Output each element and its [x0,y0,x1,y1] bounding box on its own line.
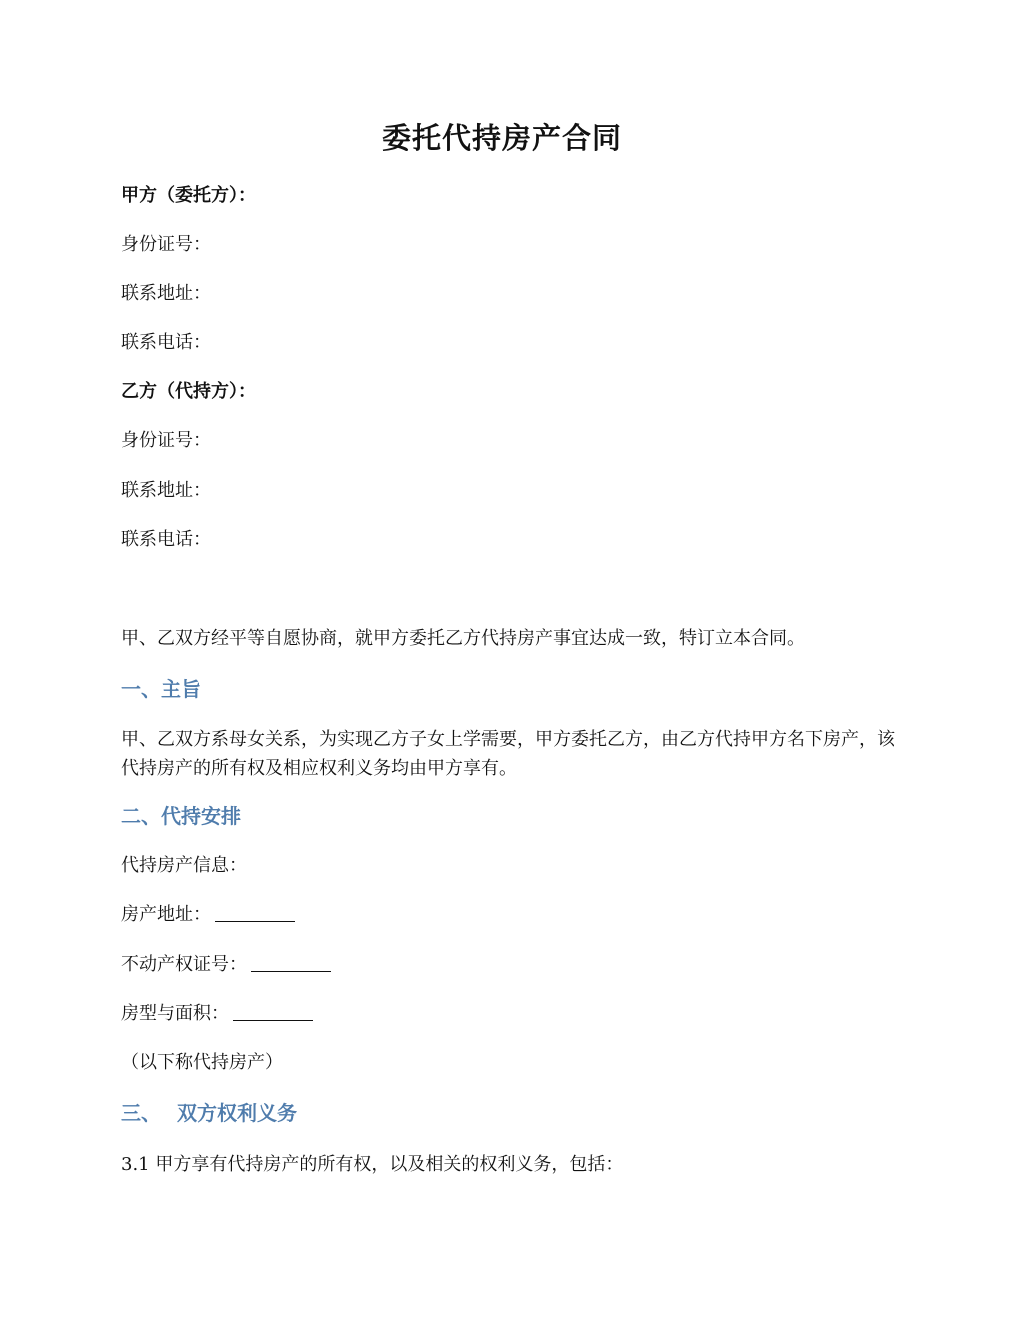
property-address-label: 房产地址： [121,904,211,925]
section-3-heading-text: 双方权利义务 [177,1101,297,1125]
property-address-row [121,901,295,929]
party-a-address-label: 联系地址： [121,283,211,304]
property-type-label: 房型与面积： [121,1003,229,1024]
property-type-blank [233,1002,313,1021]
item-3-1: 3.1 甲方享有代持房产的所有权，以及相关的权利义务，包括： [121,1154,624,1175]
property-cert-blank [251,953,331,972]
property-note: （以下称代持房产） [121,1052,283,1073]
section-1-body: 甲、乙双方系母女关系，为实现乙方子女上学需要，甲方委托乙方，由乙方代持甲方名下房产，该代持房产的所有权及相应权利义务均由甲方享有。 [121,729,895,779]
party-b-address-label: 联系地址： [121,480,211,501]
party-a-id-label: 身份证号： [121,234,211,255]
party-b-label: 乙方（代持方）： [121,381,256,402]
property-type-row [121,1000,313,1028]
intro-paragraph: 甲、乙双方经平等自愿协商，就甲方委托乙方代持房产事宜达成一致，特订立本合同。 [121,628,805,649]
section-3-heading [121,1099,297,1127]
party-b-phone-label: 联系电话： [121,529,211,550]
document-title: 委托代持房产合同 [381,121,622,155]
party-b-id-label: 身份证号： [121,430,211,451]
party-a-label: 甲方（委托方）： [121,185,256,206]
property-address-blank [215,903,295,922]
section-1-heading: 一、主旨 [121,677,201,701]
property-info-label: 代持房产信息： [121,855,247,876]
property-cert-label: 不动产权证号： [121,954,247,975]
property-cert-row [121,951,331,979]
section-3-heading-num: 三、 [121,1101,161,1125]
party-a-phone-label: 联系电话： [121,332,211,353]
section-2-heading: 二、代持安排 [121,804,241,828]
